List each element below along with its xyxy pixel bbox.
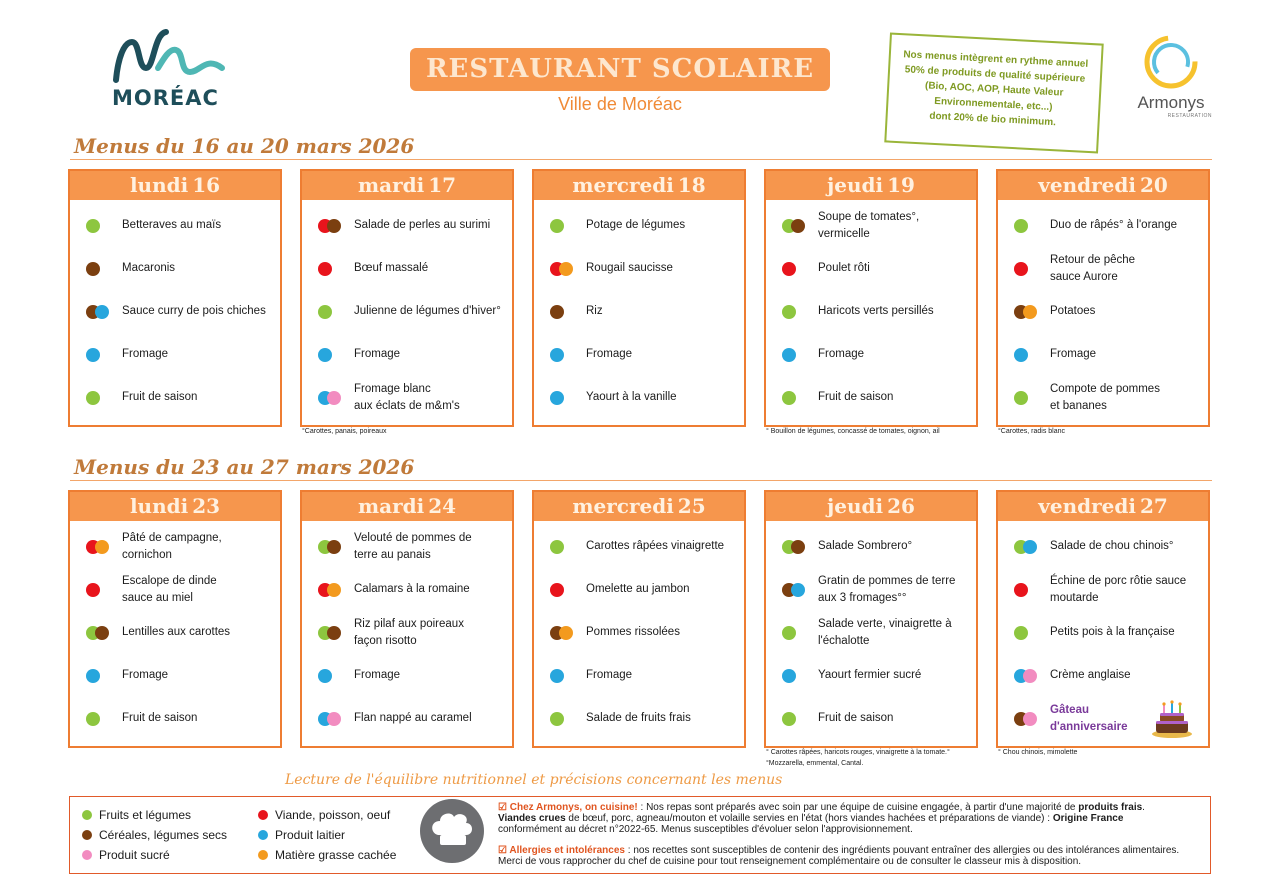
menu-item bbox=[302, 290, 512, 333]
day-card-jeudi bbox=[764, 169, 978, 427]
menu-item-label: Rougail saucisse bbox=[586, 262, 673, 274]
moreac-logo bbox=[110, 28, 230, 112]
menu-item-label: Riz bbox=[586, 305, 603, 317]
day-header bbox=[70, 171, 280, 200]
title-banner bbox=[410, 48, 830, 91]
menu-item bbox=[70, 333, 280, 376]
brown-dot-icon bbox=[791, 219, 805, 233]
blue-dot-icon bbox=[86, 348, 100, 362]
legend-label: Fruits et légumes bbox=[99, 808, 192, 822]
note-line: dont 20% de bio minimum. bbox=[929, 110, 1057, 129]
legend-item-dairy bbox=[258, 828, 345, 842]
menu-item-label: Pâté de campagne, cornichon bbox=[122, 531, 222, 561]
menu-item bbox=[766, 611, 976, 654]
blue-dot-icon bbox=[550, 348, 564, 362]
day-number: 27 bbox=[1139, 494, 1168, 518]
kitchen-line3: conformément au décret n°2022-65. Menus susceptibles d'évoluer selon l'approvisionnement. bbox=[498, 824, 913, 835]
day-card-lundi bbox=[68, 169, 282, 427]
menu-item bbox=[766, 654, 976, 697]
legend-item-cereals bbox=[82, 828, 227, 842]
menu-item bbox=[998, 568, 1208, 611]
nutrition-dots bbox=[318, 219, 348, 233]
armonys-name: Armonys bbox=[1137, 93, 1205, 112]
menu-item-label: Calamars à la romaine bbox=[354, 583, 470, 595]
day-name: vendredi bbox=[1038, 494, 1136, 518]
day-name: mardi bbox=[357, 494, 425, 518]
kitchen-bold: produits frais bbox=[1078, 802, 1143, 813]
menu-item-label: Petits pois à la française bbox=[1050, 626, 1175, 638]
nutrition-dots bbox=[782, 262, 812, 276]
week-title: Menus du 16 au 20 mars 2026 bbox=[74, 134, 415, 158]
day-card-mardi bbox=[300, 490, 514, 748]
nutrition-dots bbox=[1014, 262, 1044, 276]
menu-item bbox=[302, 204, 512, 247]
menu-item bbox=[998, 333, 1208, 376]
allergy-text: : nos recettes sont susceptibles de contenir des ingrédients pouvant entraîner des allergies ou des intolérances alimentaires. Merci de vous rapprocher du chef de cuisine pour tout renseignement complémentaire ou de consulter le classeur mis à disposition. bbox=[498, 845, 1180, 867]
legend-item-sugar bbox=[82, 848, 170, 862]
nutrition-dots bbox=[550, 305, 580, 319]
week-title: Menus du 23 au 27 mars 2026 bbox=[74, 455, 415, 479]
nutrition-dots bbox=[86, 583, 116, 597]
menu-item-label: Fromage blanc aux éclats de m&m's bbox=[354, 382, 460, 412]
menu-item-label: Poulet rôti bbox=[818, 262, 870, 274]
menu-item bbox=[70, 654, 280, 697]
menu-item bbox=[766, 204, 976, 247]
note-line: 50% de produits de qualité supérieure bbox=[904, 64, 1086, 85]
day-card-jeudi bbox=[764, 490, 978, 748]
menu-item-label: Salade de fruits frais bbox=[586, 712, 691, 724]
day-name: mardi bbox=[357, 173, 425, 197]
kitchen-line2-end: Origine France bbox=[1052, 813, 1124, 824]
menu-item-label: Flan nappé au caramel bbox=[354, 712, 472, 724]
birthday-cake-icon bbox=[1150, 699, 1194, 739]
menu-item-label: Omelette au jambon bbox=[586, 583, 690, 595]
day-footnote: ° Chou chinois, mimolette bbox=[998, 749, 1078, 756]
day-footnote: ° Bouillon de légumes, concassé de tomates, oignon, ail bbox=[766, 428, 940, 435]
note-line: Nos menus intègrent en rythme annuel bbox=[903, 49, 1089, 70]
nutrition-dots bbox=[550, 712, 580, 726]
menu-item bbox=[766, 247, 976, 290]
menu-item bbox=[998, 611, 1208, 654]
pink-dot-icon bbox=[1023, 669, 1037, 683]
note-line: (Bio, AOC, AOP, Haute Valeur bbox=[924, 80, 1064, 99]
kitchen-lead: ☑ Chez Armonys, on cuisine! bbox=[498, 802, 638, 813]
moreac-logo-mark bbox=[110, 28, 230, 84]
nutrition-dots bbox=[86, 712, 116, 726]
menu-item-label: Fromage bbox=[586, 348, 633, 360]
nutrition-dots bbox=[318, 669, 348, 683]
chef-hat-icon bbox=[418, 797, 486, 865]
menu-item-label: Betteraves au maïs bbox=[122, 219, 222, 231]
menu-item bbox=[70, 568, 280, 611]
brown-dot-icon bbox=[95, 626, 109, 640]
legend-label: Viande, poisson, oeuf bbox=[275, 808, 391, 822]
blue-dot-icon bbox=[791, 583, 805, 597]
green-dot-icon bbox=[782, 305, 796, 319]
day-number: 17 bbox=[428, 173, 457, 197]
nutrition-dots bbox=[318, 712, 348, 726]
day-header bbox=[534, 171, 744, 200]
logo-text: MORÉAC bbox=[112, 86, 219, 110]
day-card-vendredi bbox=[996, 169, 1210, 427]
day-card-mardi bbox=[300, 169, 514, 427]
nutrition-dots bbox=[550, 669, 580, 683]
day-header bbox=[998, 492, 1208, 521]
allergy-info bbox=[498, 845, 1206, 867]
menu-item-label: Fruit de saison bbox=[818, 712, 894, 724]
green-dot-icon bbox=[318, 305, 332, 319]
menu-item-label: Fromage bbox=[122, 348, 169, 360]
menu-item-label: Crème anglaise bbox=[1050, 669, 1131, 681]
nutrition-dots bbox=[86, 262, 116, 276]
menu-item bbox=[998, 654, 1208, 697]
nutrition-dots bbox=[1014, 348, 1044, 362]
pink-dot-icon bbox=[327, 391, 341, 405]
menu-item-label: Salade de perles au surimi bbox=[354, 219, 491, 231]
nutrition-dots bbox=[1014, 391, 1044, 405]
nutrition-dots bbox=[86, 305, 116, 319]
page-title: RESTAURANT SCOLAIRE bbox=[425, 54, 815, 84]
blue-dot-icon bbox=[1014, 348, 1028, 362]
kitchen-line2: de bœuf, porc, agneau/mouton et volaille servies en l'état (hors viandes hachées et préparations de viande) : bbox=[565, 813, 1053, 824]
page-subtitle: Ville de Moréac bbox=[558, 94, 682, 114]
kitchen-text: : Nos repas sont préparés avec soin par une équipe de cuisine engagée, à partir d'une majorité de bbox=[637, 802, 1079, 813]
menu-item bbox=[998, 204, 1208, 247]
nutrition-dots bbox=[782, 669, 812, 683]
legend-label: Produit sucré bbox=[99, 848, 170, 862]
green-dot-icon bbox=[1014, 219, 1028, 233]
menu-item-label: Fromage bbox=[1050, 348, 1097, 360]
menu-item bbox=[302, 333, 512, 376]
menu-item bbox=[302, 525, 512, 568]
legend-title: Lecture de l'équilibre nutritionnel et précisions concernant les menus bbox=[285, 772, 783, 788]
nutrition-dots bbox=[1014, 305, 1044, 319]
menu-item-label: Compote de pommes et bananes bbox=[1050, 382, 1160, 412]
menu-item bbox=[998, 376, 1208, 419]
menu-item-label: Carottes râpées vinaigrette bbox=[586, 540, 725, 552]
quality-note bbox=[884, 32, 1103, 153]
orange-dot-icon bbox=[258, 850, 268, 860]
menu-item bbox=[70, 247, 280, 290]
green-dot-icon bbox=[82, 810, 92, 820]
kitchen-info: ☑ Chez Armonys, on cuisine! : Nos repas sont préparés avec soin par une équipe de cuisine engagée, à partir d'une majorité de produits frais. Viandes crues de bœuf, porc, agneau/mouton et volaille servies en l'état (hors viandes hachées et préparations de viande) : Origine France conformément au décret n°2022-65. Menus susceptibles d'évoluer selon l'approvisionnement. bbox=[498, 802, 1145, 835]
brown-dot-icon bbox=[327, 626, 341, 640]
menu-item-label: Escalope de dinde sauce au miel bbox=[122, 574, 217, 604]
menu-item-label: Sauce curry de pois chiches bbox=[122, 305, 266, 317]
nutrition-dots bbox=[86, 669, 116, 683]
menu-item-label: Yaourt fermier sucré bbox=[818, 669, 922, 681]
nutrition-dots bbox=[782, 391, 812, 405]
green-dot-icon bbox=[550, 219, 564, 233]
day-name: mercredi bbox=[572, 494, 674, 518]
nutrition-dots bbox=[782, 219, 812, 233]
nutrition-dots bbox=[782, 540, 812, 554]
green-dot-icon bbox=[782, 391, 796, 405]
green-dot-icon bbox=[86, 712, 100, 726]
nutrition-dots bbox=[782, 712, 812, 726]
green-dot-icon bbox=[86, 219, 100, 233]
menu-item-label: Lentilles aux carottes bbox=[122, 626, 231, 638]
menu-item bbox=[766, 376, 976, 419]
menu-item bbox=[534, 376, 744, 419]
allergy-lead: ☑ Allergies et intolérances bbox=[498, 845, 625, 856]
menu-item-label: Potage de légumes bbox=[586, 219, 686, 231]
menu-item bbox=[534, 204, 744, 247]
menu-item bbox=[766, 333, 976, 376]
menu-item bbox=[534, 290, 744, 333]
menu-item bbox=[998, 525, 1208, 568]
day-number: 16 bbox=[192, 173, 221, 197]
red-dot-icon bbox=[1014, 262, 1028, 276]
menu-item bbox=[534, 611, 744, 654]
menu-item-label: Haricots verts persillés bbox=[818, 305, 934, 317]
red-dot-icon bbox=[550, 583, 564, 597]
blue-dot-icon bbox=[258, 830, 268, 840]
day-name: lundi bbox=[129, 173, 189, 197]
armonys-circle-icon bbox=[1140, 33, 1202, 91]
menu-item bbox=[998, 247, 1208, 290]
day-number: 25 bbox=[677, 494, 706, 518]
menu-item bbox=[70, 697, 280, 740]
menu-item bbox=[534, 654, 744, 697]
green-dot-icon bbox=[1014, 391, 1028, 405]
menu-item-label: Fromage bbox=[818, 348, 865, 360]
menu-item bbox=[766, 568, 976, 611]
menu-item-label: Gratin de pommes de terre aux 3 fromages°° bbox=[818, 574, 956, 604]
menu-item bbox=[70, 376, 280, 419]
menu-item bbox=[998, 697, 1208, 740]
legend-label: Matière grasse cachée bbox=[275, 848, 397, 862]
orange-dot-icon bbox=[1023, 305, 1037, 319]
menu-item bbox=[534, 525, 744, 568]
brown-dot-icon bbox=[327, 540, 341, 554]
brown-dot-icon bbox=[86, 262, 100, 276]
day-number: 26 bbox=[887, 494, 915, 518]
menu-item-label: Yaourt à la vanille bbox=[586, 391, 677, 403]
blue-dot-icon bbox=[318, 348, 332, 362]
menu-item bbox=[534, 247, 744, 290]
armonys-sub: RESTAURATION bbox=[1167, 113, 1212, 119]
week-divider bbox=[70, 480, 1212, 481]
blue-dot-icon bbox=[782, 669, 796, 683]
menu-item-label: Salade de chou chinois° bbox=[1050, 540, 1174, 552]
nutrition-dots bbox=[86, 540, 116, 554]
menu-item bbox=[302, 247, 512, 290]
nutrition-dots bbox=[318, 583, 348, 597]
day-footnote: °Carottes, panais, poireaux bbox=[302, 428, 387, 435]
nutrition-dots bbox=[550, 348, 580, 362]
pink-dot-icon bbox=[82, 850, 92, 860]
day-footnote: °Carottes, radis blanc bbox=[998, 428, 1065, 435]
legend-item-fruits bbox=[82, 808, 191, 822]
green-dot-icon bbox=[550, 540, 564, 554]
day-footnote: ° Carottes râpées, haricots rouges, vinaigrette à la tomate.°°Mozzarella, emmental, Cantal. bbox=[766, 749, 950, 767]
day-name: mercredi bbox=[572, 173, 674, 197]
week-divider bbox=[70, 159, 1212, 160]
menu-item bbox=[302, 611, 512, 654]
blue-dot-icon bbox=[550, 391, 564, 405]
menu-item-label: Velouté de pommes de terre au panais bbox=[354, 531, 472, 561]
nutrition-dots bbox=[86, 626, 116, 640]
green-dot-icon bbox=[782, 712, 796, 726]
menu-item bbox=[302, 568, 512, 611]
blue-dot-icon bbox=[782, 348, 796, 362]
menu-item-label: Gâteau d'anniversaire bbox=[1050, 703, 1128, 733]
nutrition-dots bbox=[782, 348, 812, 362]
menu-item-label: Fromage bbox=[586, 669, 633, 681]
menu-item bbox=[766, 290, 976, 333]
red-dot-icon bbox=[782, 262, 796, 276]
day-card-mercredi bbox=[532, 490, 746, 748]
nutrition-dots bbox=[550, 540, 580, 554]
nutrition-dots bbox=[86, 348, 116, 362]
day-name: lundi bbox=[129, 494, 189, 518]
menu-item-label: Macaronis bbox=[122, 262, 176, 274]
nutrition-dots bbox=[318, 626, 348, 640]
orange-dot-icon bbox=[559, 262, 573, 276]
blue-dot-icon bbox=[95, 305, 109, 319]
day-header bbox=[766, 171, 976, 200]
day-header bbox=[302, 492, 512, 521]
day-header bbox=[534, 492, 744, 521]
menu-item-label: Riz pilaf aux poireaux façon risotto bbox=[354, 617, 464, 647]
brown-dot-icon bbox=[791, 540, 805, 554]
menu-item-label: Retour de pêche sauce Aurore bbox=[1050, 253, 1136, 283]
day-card-vendredi bbox=[996, 490, 1210, 748]
day-number: 23 bbox=[192, 494, 221, 518]
menu-item-label: Fruit de saison bbox=[122, 391, 198, 403]
nutrition-dots bbox=[318, 262, 348, 276]
armonys-logo bbox=[1130, 33, 1212, 117]
menu-item-label: Julienne de légumes d'hiver° bbox=[354, 305, 501, 317]
day-name: jeudi bbox=[827, 494, 884, 518]
nutrition-dots bbox=[1014, 712, 1044, 726]
menu-item-label: Soupe de tomates°, vermicelle bbox=[818, 210, 920, 240]
nutrition-dots bbox=[1014, 669, 1044, 683]
nutrition-dots bbox=[86, 391, 116, 405]
green-dot-icon bbox=[86, 391, 100, 405]
orange-dot-icon bbox=[95, 540, 109, 554]
nutrition-dots bbox=[86, 219, 116, 233]
orange-dot-icon bbox=[559, 626, 573, 640]
brown-dot-icon bbox=[82, 830, 92, 840]
nutrition-dots bbox=[318, 540, 348, 554]
nutrition-dots bbox=[782, 583, 812, 597]
menu-item bbox=[302, 697, 512, 740]
blue-dot-icon bbox=[1023, 540, 1037, 554]
red-dot-icon bbox=[258, 810, 268, 820]
brown-dot-icon bbox=[550, 305, 564, 319]
menu-item bbox=[534, 697, 744, 740]
menu-item bbox=[998, 290, 1208, 333]
menu-item bbox=[534, 568, 744, 611]
menu-item-label: Salade verte, vinaigrette à l'échalotte bbox=[818, 617, 952, 647]
nutrition-dots bbox=[550, 391, 580, 405]
nutrition-dots bbox=[782, 626, 812, 640]
menu-item-label: Fruit de saison bbox=[818, 391, 894, 403]
nutrition-dots bbox=[1014, 583, 1044, 597]
menu-item-label: Échine de porc rôtie sauce moutarde bbox=[1050, 574, 1187, 604]
red-dot-icon bbox=[1014, 583, 1028, 597]
menu-item-label: Fromage bbox=[354, 669, 401, 681]
day-number: 24 bbox=[428, 494, 457, 518]
menu-item-label: Fromage bbox=[354, 348, 401, 360]
day-number: 18 bbox=[677, 173, 706, 197]
menu-item bbox=[70, 525, 280, 568]
day-header bbox=[302, 171, 512, 200]
red-dot-icon bbox=[318, 262, 332, 276]
brown-dot-icon bbox=[327, 219, 341, 233]
legend-item-meat bbox=[258, 808, 390, 822]
menu-item bbox=[70, 204, 280, 247]
day-header bbox=[70, 492, 280, 521]
day-name: vendredi bbox=[1038, 173, 1136, 197]
day-name: jeudi bbox=[827, 173, 884, 197]
day-number: 20 bbox=[1139, 173, 1168, 197]
blue-dot-icon bbox=[86, 669, 100, 683]
green-dot-icon bbox=[550, 712, 564, 726]
day-number: 19 bbox=[887, 173, 915, 197]
menu-item bbox=[766, 525, 976, 568]
menu-item-label: Bœuf massalé bbox=[354, 262, 429, 274]
legend-label: Céréales, légumes secs bbox=[99, 828, 228, 842]
nutrition-dots bbox=[318, 305, 348, 319]
menu-item bbox=[70, 611, 280, 654]
nutrition-dots bbox=[550, 583, 580, 597]
legend-item-fat bbox=[258, 848, 396, 862]
nutrition-dots bbox=[1014, 626, 1044, 640]
menu-item-label: Pommes rissolées bbox=[586, 626, 680, 638]
green-dot-icon bbox=[782, 626, 796, 640]
pink-dot-icon bbox=[327, 712, 341, 726]
menu-item-label: Duo de râpés° à l'orange bbox=[1050, 219, 1177, 231]
day-card-mercredi bbox=[532, 169, 746, 427]
green-dot-icon bbox=[1014, 626, 1028, 640]
nutrition-dots bbox=[782, 305, 812, 319]
nutrition-dots bbox=[318, 348, 348, 362]
legend-label: Produit laitier bbox=[275, 828, 346, 842]
nutrition-dots bbox=[1014, 219, 1044, 233]
menu-item bbox=[302, 654, 512, 697]
menu-item bbox=[766, 697, 976, 740]
menu-item-label: Potatoes bbox=[1050, 305, 1096, 317]
menu-item-label: Fruit de saison bbox=[122, 712, 198, 724]
pink-dot-icon bbox=[1023, 712, 1037, 726]
menu-item-label: Salade Sombrero° bbox=[818, 540, 913, 552]
nutrition-dots bbox=[550, 626, 580, 640]
nutrition-dots bbox=[550, 262, 580, 276]
kitchen-line2-bold: Viandes crues bbox=[498, 813, 566, 824]
red-dot-icon bbox=[86, 583, 100, 597]
day-header bbox=[998, 171, 1208, 200]
menu-item-label: Fromage bbox=[122, 669, 169, 681]
blue-dot-icon bbox=[550, 669, 564, 683]
nutrition-dots bbox=[1014, 540, 1044, 554]
day-card-lundi bbox=[68, 490, 282, 748]
menu-item bbox=[534, 333, 744, 376]
day-header bbox=[766, 492, 976, 521]
blue-dot-icon bbox=[318, 669, 332, 683]
menu-item bbox=[302, 376, 512, 419]
note-line: Environnementale, etc...) bbox=[934, 95, 1053, 114]
nutrition-dots bbox=[318, 391, 348, 405]
menu-item bbox=[70, 290, 280, 333]
nutrition-dots bbox=[550, 219, 580, 233]
orange-dot-icon bbox=[327, 583, 341, 597]
